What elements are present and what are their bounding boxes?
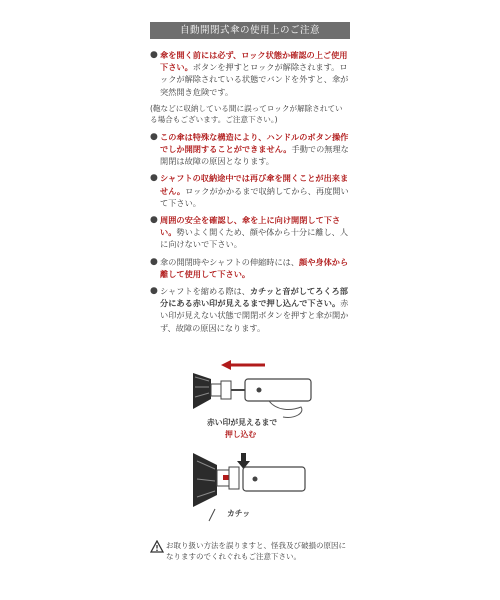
bullet-icon: ●: [150, 256, 158, 267]
item-red-text: 顔や身体から離して使用して下さい。: [160, 256, 349, 279]
footer: [150, 22, 350, 582]
bullet-icon: ●: [150, 286, 158, 297]
warning-note: [150, 540, 350, 562]
item-text: シャフトを縮める際は、: [160, 286, 250, 297]
item-red-text: 周囲の安全を確認し、傘を上に向け開閉して下さい。: [160, 215, 341, 238]
item-red-text: 傘を開く前には必ず、ロック状態か確認の上ご使用下さい。: [160, 50, 348, 73]
warning-text: お取り扱い方法を誤りますと、怪我及び破損の原因になりますのでくれぐれもご注意下さい。: [166, 541, 346, 561]
note-text: (鞄などに収納している間に誤ってロックが解除されている場合もございます。ご注意下さい。): [150, 103, 343, 124]
item-red-text: シャフトの収納途中では再び傘を開くことが出来ません。: [160, 173, 349, 196]
item-text: ボタンを押すとロックが解除されます。ロックが解除されている状態でバンドを外すと、傘が突然開き危険です。: [160, 62, 349, 97]
item-red-text: この傘は特殊な構造により、ハンドルのボタン操作でしか開閉することができません。: [160, 131, 349, 155]
figure-label-2: 押し込む: [225, 430, 257, 439]
bullet-icon: ●: [150, 131, 158, 142]
item-bold-text: カチッと音がしてろくろ部分にある赤い印が見えるまで押し込んで下さい。: [160, 286, 348, 309]
item-text: 赤い印が見えない状態で開閉ボタンを押すと傘が開かず、故障の原因になります。: [160, 298, 349, 333]
item-text: 勢いよく開くため、顔や体から十分に離し、人に向けないで下さい。: [160, 227, 349, 250]
warning-icon: [150, 540, 166, 562]
figure-label-1: 赤い印が見えるまで: [207, 418, 278, 427]
figure-label-click: カチッ: [227, 509, 251, 518]
bullet-icon: ●: [150, 50, 158, 60]
item-text: 傘の開閉時やシャフトの伸縮時には、: [160, 256, 300, 267]
bullet-icon: ●: [150, 173, 158, 184]
item-text: ロックがかかるまで収納してから、再度開いて下さい。: [160, 185, 349, 208]
header-title: 自動開閉式傘の使用上のご注意: [150, 22, 350, 39]
bullet-icon: ●: [150, 215, 158, 226]
item-text: 手動での無理な開閉は故障の原因となります。: [160, 144, 349, 167]
